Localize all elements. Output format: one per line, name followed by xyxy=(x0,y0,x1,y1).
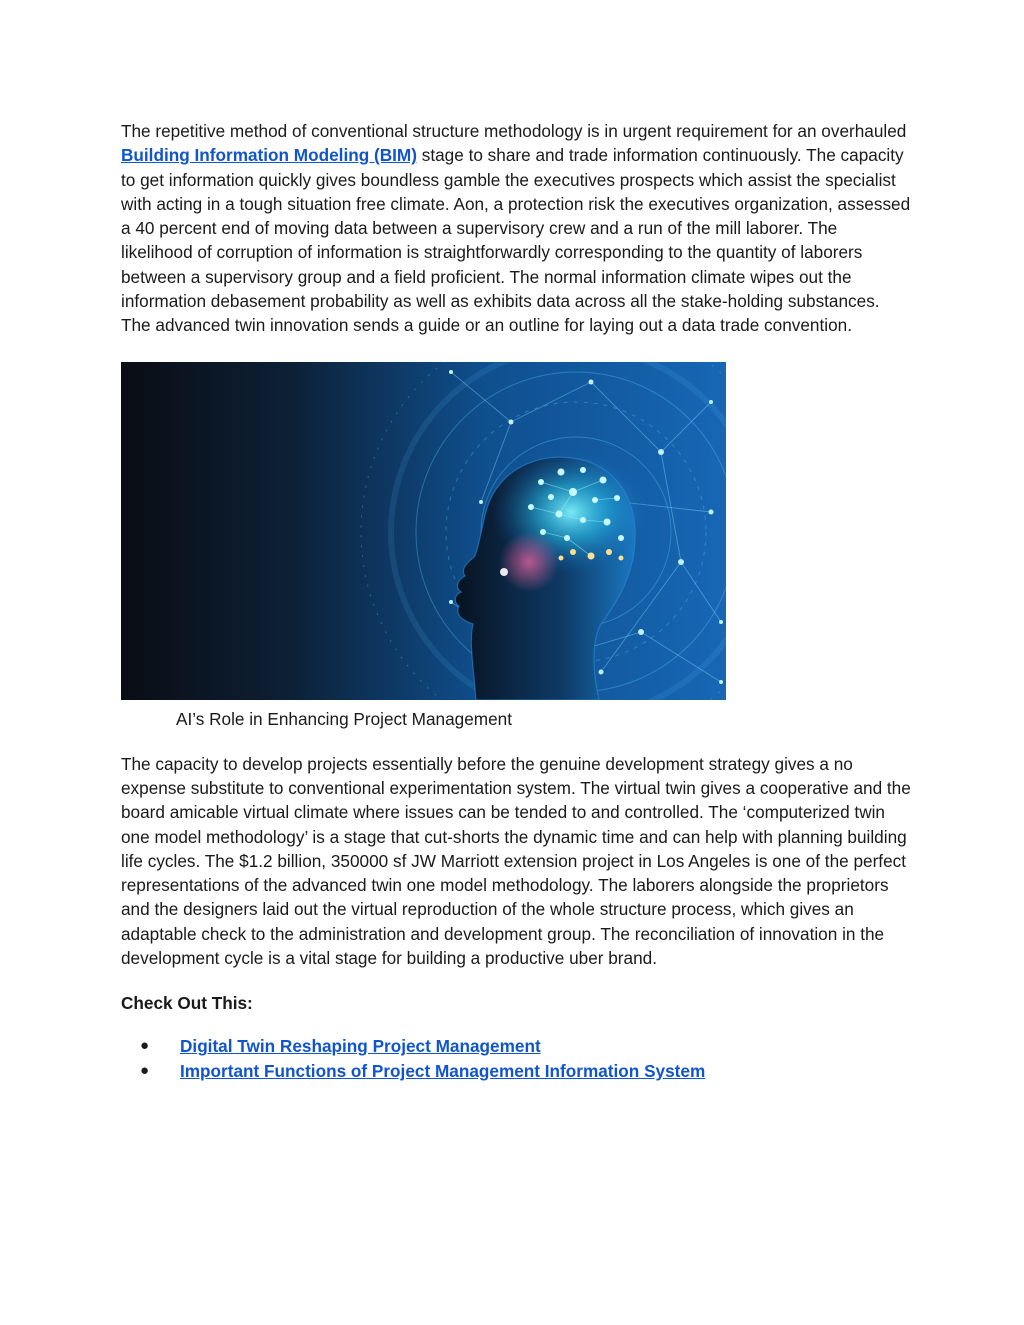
document-page xyxy=(121,119,911,1083)
figure-caption: AI’s Role in Enhancing Project Management xyxy=(176,708,512,729)
ai-brain-illustration xyxy=(121,362,726,700)
link-digital-twin[interactable]: Digital Twin Reshaping Project Management xyxy=(180,1036,541,1057)
related-links-list xyxy=(121,1034,911,1083)
intro-paragraph xyxy=(121,119,911,338)
bullet-icon: ● xyxy=(140,1061,150,1079)
check-out-heading: Check Out This: xyxy=(121,993,253,1014)
link-pmis-functions[interactable]: Important Functions of Project Management Information System xyxy=(180,1060,706,1081)
bim-link[interactable]: Building Information Modeling (BIM) xyxy=(121,145,417,166)
ai-brain-image xyxy=(121,362,726,700)
intro-text-before: The repetitive method of conventional structure methodology is in urgent requirement for an overhauled xyxy=(121,121,907,141)
list-item xyxy=(121,1034,911,1058)
bullet-icon: ● xyxy=(140,1037,150,1055)
body-paragraph: The capacity to develop projects essentially before the genuine development strategy gives a no expense substitute to conventional experimentation system. The virtual twin gives a cooperative and the board amicable virtual climate where issues can be tended to and controlled. The ‘computerized twin one model methodology’ is a stage that cut-shorts the dynamic time and can help with planning building life cycles. The $1.2 billion, 350000 sf JW Marriott extension project in Los Angeles is one of the perfect representations of the advanced twin one model methodology. The laborers alongside the proprietors and the designers laid out the virtual reproduction of the whole structure process, which gives an adaptable check to the administration and development group. The reconciliation of innovation in the development cycle is a vital stage for building a productive uber brand. xyxy=(121,753,911,969)
list-item xyxy=(121,1059,911,1083)
intro-text-after: stage to share and trade information continuously. The capacity to get information quickly gives boundless gamble the executives prospects which assist the specialist with acting in a tough situation free climate. Aon, a protection risk the executives organization, assessed a 40 percent end of moving data between a supervisory crew and a run of the mill laborer. The likelihood of corruption of information is straightforwardly corresponding to the quantity of laborers between a supervisory group and a field proficient. The normal information climate wipes out the information debasement probability as well as exhibits data across all the stake-holding substances. The advanced twin innovation sends a guide or an outline for laying out a data trade convention. xyxy=(121,145,911,336)
